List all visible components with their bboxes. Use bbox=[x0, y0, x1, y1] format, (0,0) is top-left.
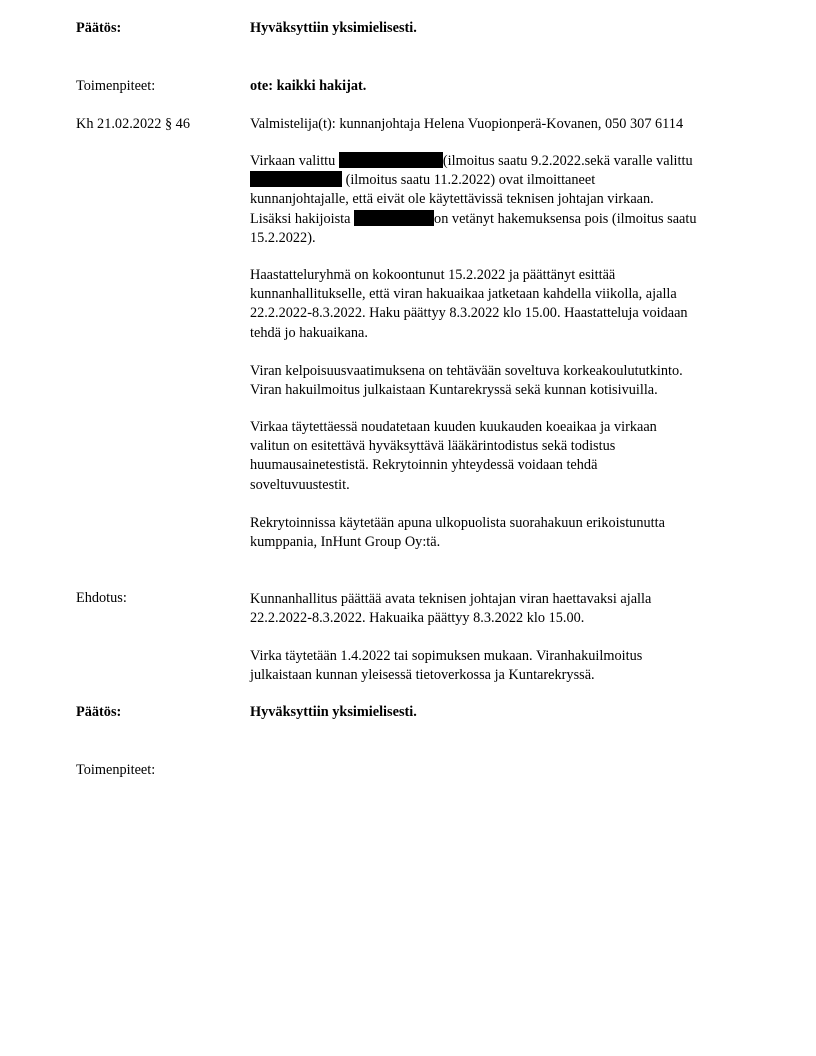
preparer-line: Valmistelija(t): kunnanjohtaja Helena Vuopionperä-Kovanen, 050 307 6114 bbox=[250, 116, 684, 132]
paragraph-line: kunnanhallitukselle, että viran hakuaikaa jatketaan kahdella viikolla, ajalla bbox=[250, 286, 677, 303]
paragraph-line: kunnanjohtajalle, että eivät ole käytettävissä teknisen johtajan virkaan. bbox=[250, 191, 654, 208]
paragraph-line: valitun on esitettävä hyväksyttävä lääkärintodistus sekä todistus bbox=[250, 438, 616, 455]
paragraph-line: kumppania, InHunt Group Oy:tä. bbox=[250, 534, 441, 551]
meeting-reference: Kh 21.02.2022 § 46 bbox=[76, 116, 190, 132]
proposal-label: Ehdotus: bbox=[76, 590, 127, 606]
paragraph-recruitment-partner bbox=[250, 514, 770, 552]
decision-label: Päätös: bbox=[76, 704, 122, 720]
paragraph-line: 22.2.2022-8.3.2022. Haku päättyy 8.3.2022 klo 15.00. Haastatteluja voidaan bbox=[250, 305, 688, 322]
paragraph-line: Haastatteluryhmä on kokoontunut 15.2.2022 ja päättänyt esittää bbox=[250, 267, 616, 283]
paragraph-line: (ilmoitus saatu 11.2.2022) ovat ilmoittaneet bbox=[250, 171, 770, 190]
actions-text: ote: kaikki hakijat. bbox=[250, 78, 367, 94]
paragraph-line: Lisäksi hakijoista on vetänyt hakemuksensa pois (ilmoitus saatu bbox=[250, 210, 697, 227]
paragraph-line: huumausainetestistä. Rekrytoinnin yhteydessä voidaan tehdä bbox=[250, 457, 598, 474]
paragraph-line: tehdä jo hakuaikana. bbox=[250, 324, 368, 341]
decision-text: Hyväksyttiin yksimielisesti. bbox=[250, 704, 417, 720]
paragraph-vacancy-status bbox=[250, 152, 770, 248]
actions-label: Toimenpiteet: bbox=[76, 762, 156, 778]
paragraph-line: Rekrytoinnissa käytetään apuna ulkopuolista suorahakuun erikoistunutta bbox=[250, 515, 665, 531]
paragraph-interview-group bbox=[250, 266, 770, 343]
redaction-block bbox=[354, 210, 434, 226]
decision-text: Hyväksyttiin yksimielisesti. bbox=[250, 20, 417, 36]
paragraph-line: Virkaan valittu (ilmoitus saatu 9.2.2022.sekä varalle valittu bbox=[250, 153, 693, 169]
paragraph-line: Kunnanhallitus päättää avata teknisen johtajan viran haettavaksi ajalla bbox=[250, 591, 652, 607]
proposal-paragraph-2 bbox=[250, 647, 770, 685]
redaction-block bbox=[250, 171, 342, 187]
proposal-paragraph-1 bbox=[250, 590, 770, 628]
redaction-block bbox=[339, 152, 443, 168]
paragraph-line: Viran kelpoisuusvaatimuksena on tehtävään soveltuva korkeakoulututkinto. bbox=[250, 363, 683, 379]
paragraph-line: 15.2.2022). bbox=[250, 229, 316, 246]
paragraph-line: Virkaa täytettäessä noudatetaan kuuden kuukauden koeaikaa ja virkaan bbox=[250, 419, 657, 435]
paragraph-qualifications bbox=[250, 362, 770, 400]
actions-label: Toimenpiteet: bbox=[76, 78, 156, 94]
paragraph-line: Virka täytetään 1.4.2022 tai sopimuksen mukaan. Viranhakuilmoitus bbox=[250, 648, 643, 664]
paragraph-line: Viran hakuilmoitus julkaistaan Kuntarekryssä sekä kunnan kotisivuilla. bbox=[250, 382, 658, 399]
decision-label: Päätös: bbox=[76, 20, 122, 36]
paragraph-line: 22.2.2022-8.3.2022. Hakuaika päättyy 8.3.2022 klo 15.00. bbox=[250, 610, 585, 627]
paragraph-line: soveltuvuustestit. bbox=[250, 476, 350, 493]
paragraph-line: julkaistaan kunnan yleisessä tietoverkossa ja Kuntarekryssä. bbox=[250, 667, 595, 684]
paragraph-probation bbox=[250, 418, 770, 495]
